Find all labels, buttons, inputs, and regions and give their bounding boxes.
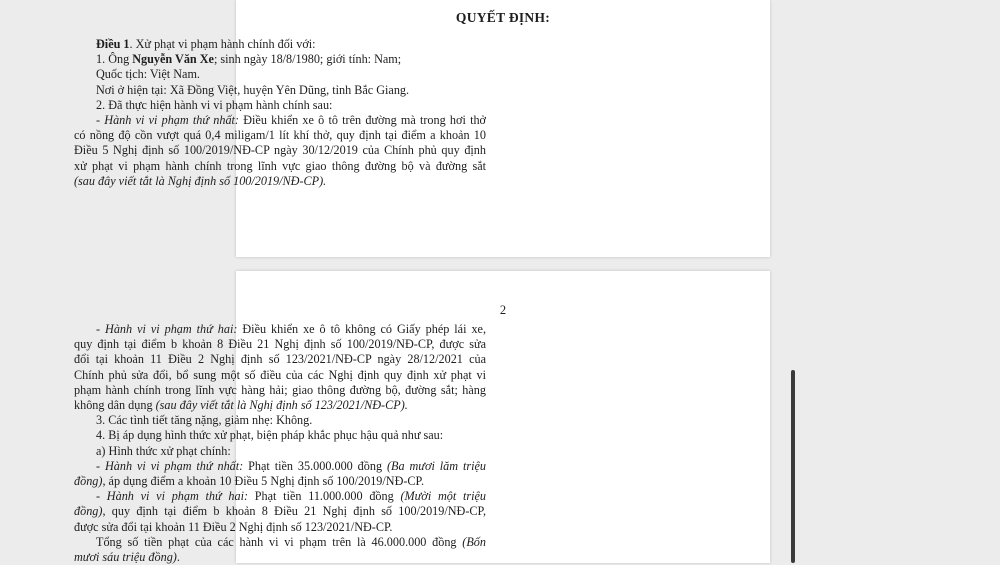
- violation-2-line-5: phạm hành chính trong lĩnh vực hàng hải; giao thông đường bộ, đường sắt; hàng: [74, 382, 486, 397]
- violation-2-line-1: - Hành vi vi phạm thứ hai: Điều khiển xe ô tô không có Giấy phép lái xe,: [96, 322, 487, 336]
- residence-line: Nơi ở hiện tại: Xã Đồng Việt, huyện Yên Dũng, tỉnh Bắc Giang.: [96, 82, 410, 97]
- violation-1-line-3: Điều 5 Nghị định số 100/2019/NĐ-CP ngày 30/12/2019 của Chính phủ quy định: [74, 143, 486, 158]
- total-line-1: Tổng số tiền phạt của các hành vi vi phạm trên là 46.000.000 đồng (Bốn: [96, 534, 486, 549]
- violation-1-line-2: có nồng độ cồn vượt quá 0,4 miligam/1 lít khí thở, quy định tại điểm a khoản 10: [74, 128, 486, 143]
- penalty-2-line-3: được sửa đổi tại khoản 11 Điều 2 Nghị định số 123/2021/NĐ-CP.: [74, 519, 393, 534]
- article-1-heading: Điều 1. Xử phạt vi phạm hành chính đối với:: [96, 37, 316, 51]
- page-2-body: [74, 322, 486, 565]
- person-name: Nguyễn Văn Xe: [132, 52, 214, 67]
- violation-2-line-3: đổi tại khoản 11 Điều 2 Nghị định số 123/2021/NĐ-CP ngày 28/12/2021 của: [74, 352, 486, 367]
- violation-2-line-4: Chính phủ sửa đổi, bổ sung một số điều của các Nghị định quy định xử phạt vi: [74, 367, 486, 382]
- aggravating-line: 3. Các tình tiết tăng nặng, giảm nhẹ: Không.: [96, 413, 313, 428]
- penalty-1-line-2: đồng), áp dụng điểm a khoản 10 Điều 5 Nghị định số 100/2019/NĐ-CP.: [74, 474, 425, 489]
- violation-2-line-6: không dân dụng (sau đây viết tắt là Nghị định số 123/2021/NĐ-CP).: [74, 398, 408, 413]
- vertical-scrollbar[interactable]: [791, 370, 795, 563]
- violation-1-line-5: (sau đây viết tắt là Nghị định số 100/2019/NĐ-CP).: [74, 173, 327, 188]
- total-line-2: mươi sáu triệu đồng).: [74, 550, 180, 565]
- penalty-2-line-1: - Hành vi vi phạm thứ hai: Phạt tiền 11.000.000 đồng (Mười một triệu: [96, 489, 486, 504]
- nationality-line: Quốc tịch: Việt Nam.: [96, 67, 200, 82]
- penalty-2-line-2: đồng), quy định tại điểm b khoản 8 Điều 21 Nghị định số 100/2019/NĐ-CP,: [74, 504, 486, 519]
- violation-1-line-4: xử phạt vi phạm hành chính trong lĩnh vực giao thông đường bộ và đường sắt: [74, 158, 486, 173]
- page-number: 2: [499, 303, 507, 317]
- violation-1-line-1: - Hành vi vi phạm thứ nhất: Điều khiển xe ô tô trên đường mà trong hơi thở: [96, 113, 487, 128]
- violation-2-line-2: quy định tại điểm b khoản 8 Điều 21 Nghị định số 100/2019/NĐ-CP, được sửa: [74, 337, 486, 352]
- page-1-body: [74, 37, 486, 189]
- penalty-1-line-1: - Hành vi vi phạm thứ nhất: Phạt tiền 35.000.000 đồng (Ba mươi lăm triệu: [96, 458, 486, 473]
- decision-title: QUYẾT ĐỊNH:: [455, 10, 551, 25]
- main-penalty-heading: a) Hình thức xử phạt chính:: [96, 443, 231, 458]
- violations-intro: 2. Đã thực hiện hành vi vi phạm hành chính sau:: [96, 97, 333, 112]
- person-line: 1. Ông Nguyễn Văn Xe; sinh ngày 18/8/1980; giới tính: Nam;: [96, 52, 402, 67]
- penalty-intro: 4. Bị áp dụng hình thức xử phạt, biện pháp khắc phục hậu quả như sau:: [96, 428, 444, 443]
